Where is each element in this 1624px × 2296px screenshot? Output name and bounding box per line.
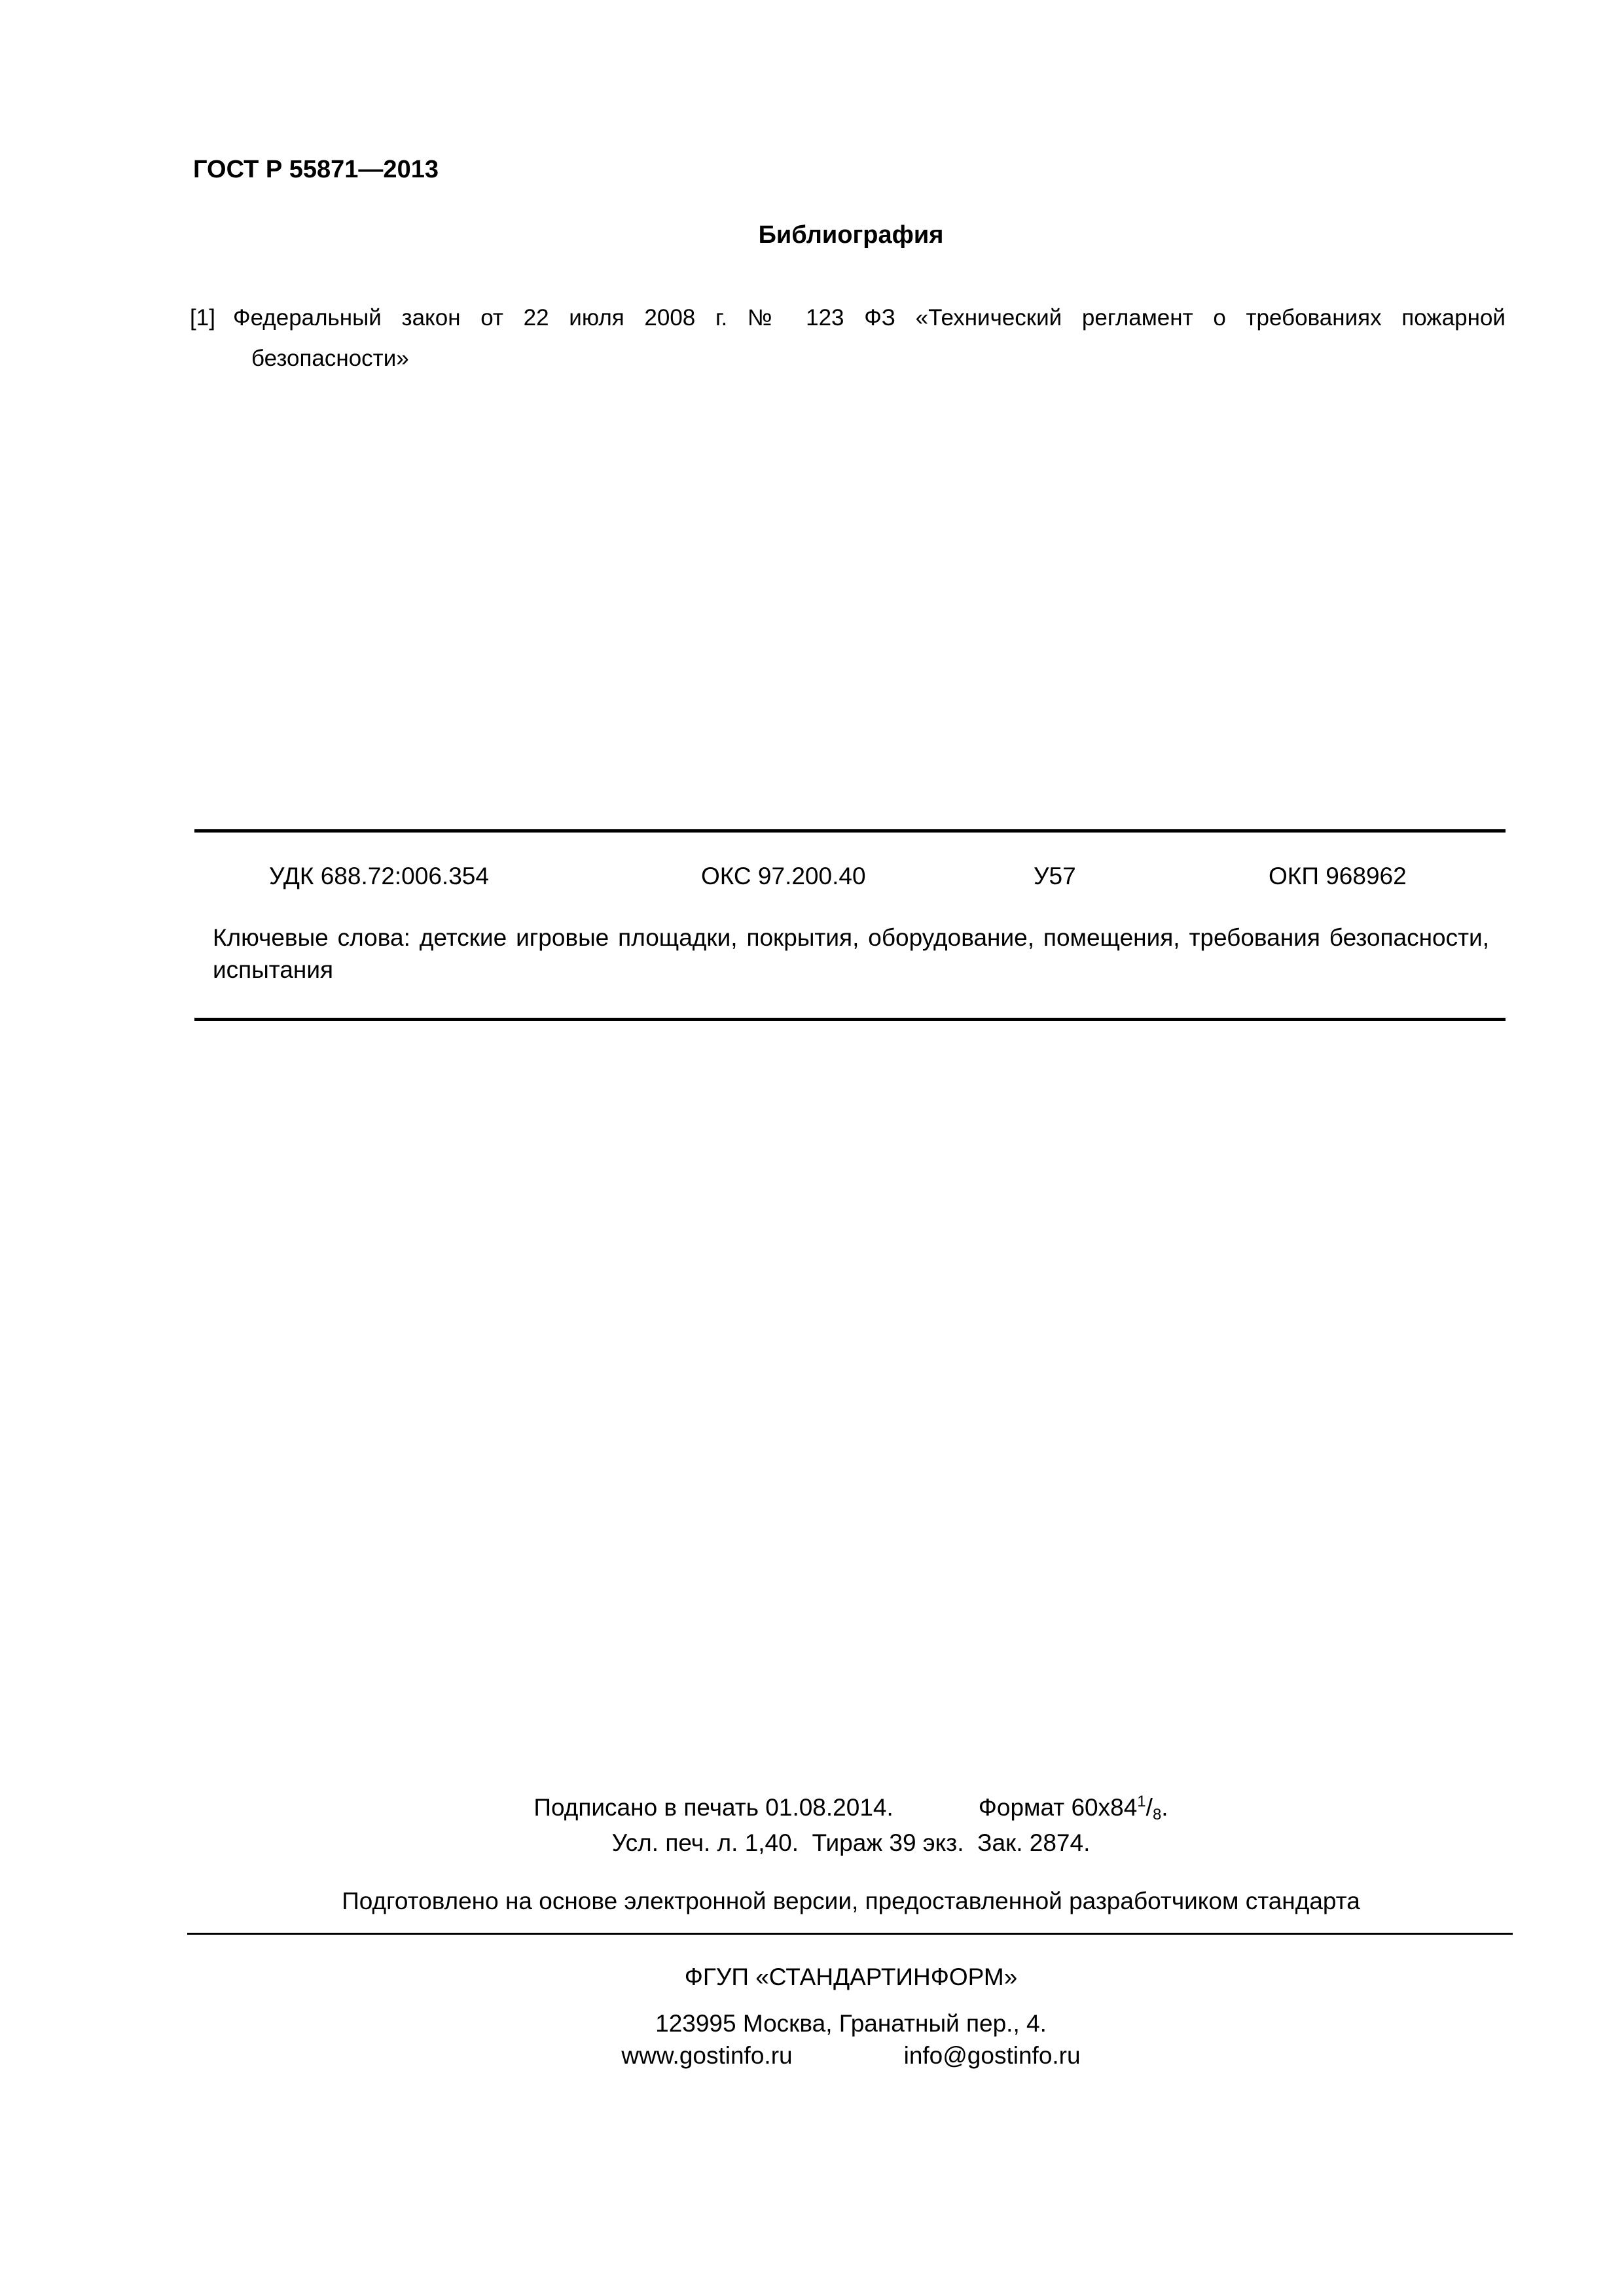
publisher-name: ФГУП «СТАНДАРТИНФОРМ»	[684, 1964, 1018, 1990]
format-end: .	[1161, 1794, 1168, 1821]
publisher-email: info@gostinfo.ru	[903, 2042, 1081, 2069]
divider-bottom	[194, 1018, 1506, 1021]
bibliography-entry-text	[233, 298, 1506, 379]
publisher-contacts	[0, 2042, 1624, 2070]
print-details: Усл. печ. л. 1,40. Тираж 39 экз. Зак. 2874.	[611, 1829, 1091, 1856]
prepared-note: Подготовлено на основе электронной версии, предоставленной разработчиком стандарта	[342, 1888, 1360, 1914]
format-prefix: Формат 60х84	[978, 1794, 1138, 1821]
bibliography-entry-number: [1]	[190, 305, 215, 331]
bibliography-entry-line: безопасности»	[251, 346, 409, 371]
bibliography-entry-line: Федеральный закон от 22 июля 2008 г. № 123 ФЗ «Технический регламент о требованиях пожарной	[233, 305, 1506, 331]
signed-to-print: Подписано в печать 01.08.2014.	[533, 1794, 893, 1821]
bibliography-entry	[190, 298, 1506, 379]
imprint-line	[0, 1794, 1624, 1821]
bibliography-title: Библиография	[758, 221, 944, 249]
keywords: Ключевые слова: детские игровые площадки, покрытия, оборудование, помещения, требования безопасности, испытания	[213, 924, 1489, 983]
oks-code: ОКС 97.200.40	[701, 863, 866, 889]
udk-code: УДК 688.72:006.354	[269, 863, 489, 889]
publisher-address: 123995 Москва, Гранатный пер., 4.	[655, 2010, 1047, 2037]
divider-footer	[187, 1933, 1513, 1935]
divider-top	[194, 829, 1506, 833]
group-code: У57	[1034, 863, 1076, 889]
format-denominator: 8	[1152, 1806, 1162, 1823]
document-code: ГОСТ Р 55871—2013	[193, 156, 439, 183]
format-numerator: 1	[1137, 1793, 1146, 1810]
format-slash: /	[1146, 1794, 1153, 1821]
publisher-website: www.gostinfo.ru	[621, 2042, 793, 2069]
okp-code: ОКП 968962	[1269, 863, 1407, 889]
